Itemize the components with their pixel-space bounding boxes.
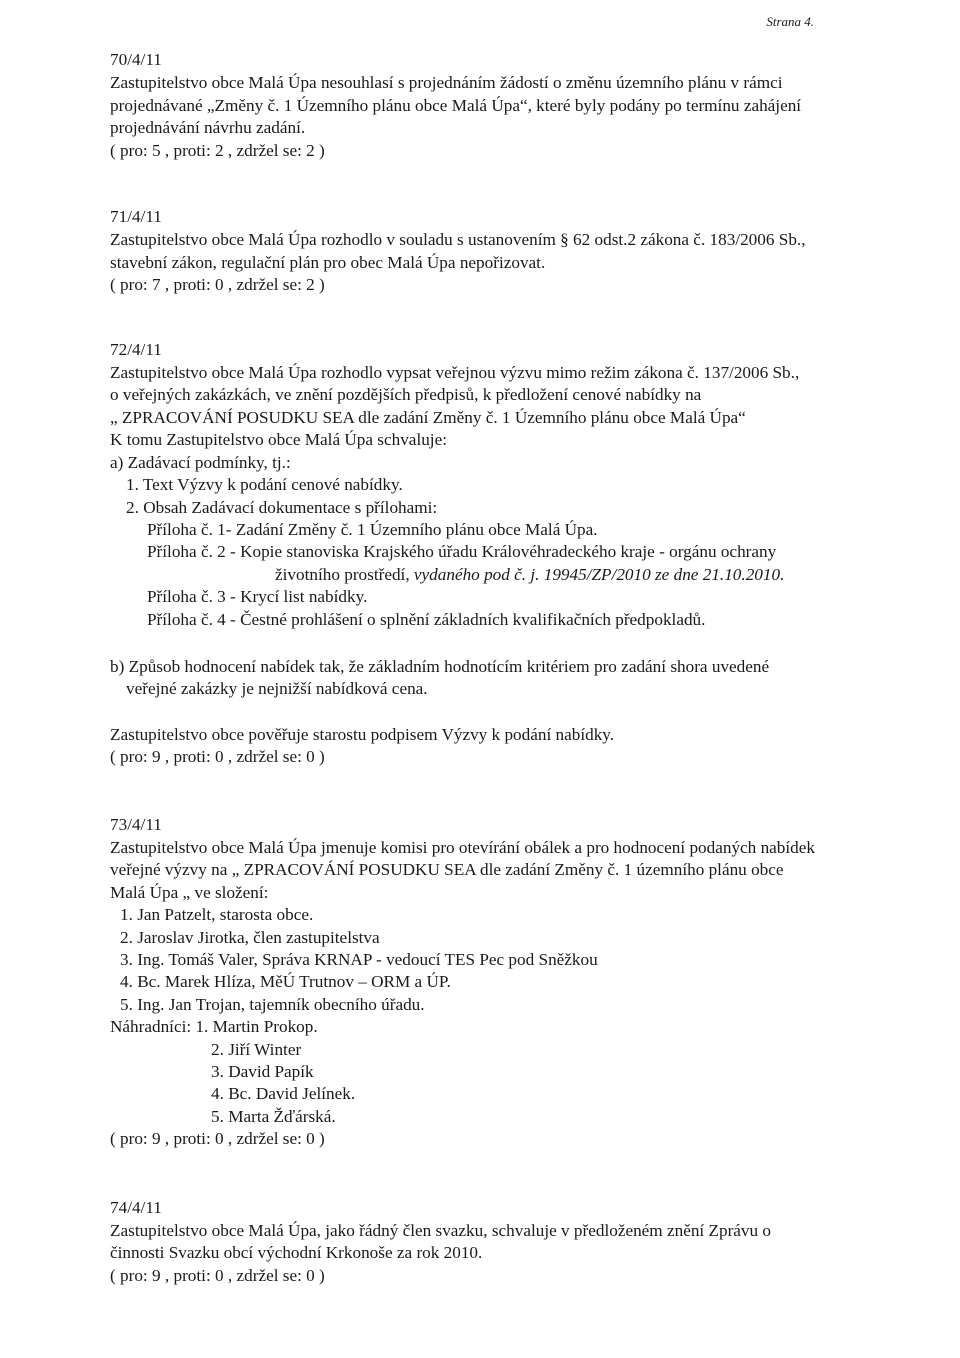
resolution-70: [110, 49, 910, 162]
member-item: 3. Ing. Tomáš Valer, Správa KRNAP - vedoucí TES Pec pod Sněžkou: [120, 950, 598, 969]
alternate-item: 4. Bc. David Jelínek.: [211, 1084, 356, 1104]
resolution-71: [110, 206, 910, 297]
attachment-2: Příloha č. 2 - Kopie stanoviska Krajského úřadu Královéhradeckého kraje - orgánu ochrany: [147, 542, 777, 562]
resolution-72: [110, 339, 910, 769]
resolution-text-line: Zastupitelstvo obce Malá Úpa jmenuje komisi pro otevírání obálek a pro hodnocení podaných nabídek: [110, 837, 815, 857]
member-item: 4. Bc. Marek Hlíza, MěÚ Trutnov – ORM a ÚP.: [120, 972, 451, 992]
attachment-2-text: životního prostředí,: [275, 564, 410, 584]
member-item: 2. Jaroslav Jirotka, člen zastupitelstva: [120, 927, 380, 947]
resolution-text-line: Zastupitelstvo obce pověřuje starostu podpisem Výzvy k podání nabídky.: [110, 724, 615, 744]
alternates-row: [110, 1016, 910, 1038]
list-item-b-continued: veřejné zakázky je nejnižší nabídková cena.: [126, 679, 428, 699]
vote-result: ( pro: 9 , proti: 0 , zdržel se: 0 ): [110, 1265, 325, 1285]
resolution-text-line: o veřejných zakázkách, ve znění pozdějších předpisů, k předložení cenové nabídky na: [110, 385, 702, 405]
alternate-item: 3. David Papík: [211, 1062, 314, 1082]
vote-result: ( pro: 9 , proti: 0 , zdržel se: 0 ): [110, 747, 325, 767]
resolution-text-line: Zastupitelstvo obce Malá Úpa, jako řádný člen svazku, schvaluje v předloženém znění Zprávu o: [110, 1221, 772, 1241]
vote-result: ( pro: 9 , proti: 0 , zdržel se: 0 ): [110, 1129, 325, 1149]
vote-result: ( pro: 5 , proti: 2 , zdržel se: 2 ): [110, 140, 325, 160]
resolution-text-line: K tomu Zastupitelstvo obce Malá Úpa schvaluje:: [110, 430, 447, 450]
resolution-text-line: Zastupitelstvo obce Malá Úpa nesouhlasí s projednáním žádostí o změnu územního plánu v rámci: [110, 73, 783, 93]
sub-item-2: 2. Obsah Zadávací dokumentace s přílohami:: [126, 497, 438, 517]
member-item: 5. Ing. Jan Trojan, tajemník obecního úřadu.: [120, 994, 425, 1014]
resolution-text-line: Zastupitelstvo obce Malá Úpa rozhodlo vypsat veřejnou výzvu mimo režim zákona č. 137/2006 Sb.,: [110, 363, 800, 383]
resolution-74: [110, 1197, 910, 1288]
resolution-text-line: činnosti Svazku obcí východní Krkonoše za rok 2010.: [110, 1243, 483, 1263]
alternate-item: 1. Martin Prokop.: [195, 1017, 318, 1037]
attachment-3: Příloha č. 3 - Krycí list nabídky.: [147, 587, 368, 607]
alternate-item: 2. Jiří Winter: [211, 1039, 302, 1059]
resolution-text-line: Malá Úpa „ ve složení:: [110, 882, 269, 902]
alternates-label: Náhradníci:: [110, 1017, 192, 1037]
member-item: 1. Jan Patzelt, starosta obce.: [120, 905, 314, 925]
resolution-text-line: „ ZPRACOVÁNÍ POSUDKU SEA dle zadání Změny č. 1 Územního plánu obce Malá Úpa“: [110, 407, 746, 427]
document-body: [110, 49, 910, 1287]
resolution-text-line: projednávané „Změny č. 1 Územního plánu obce Malá Úpa“, které byly podány po termínu zahájení: [110, 95, 802, 115]
resolution-73: [110, 814, 910, 1151]
sub-item-1: 1. Text Výzvy k podání cenové nabídky.: [126, 475, 403, 495]
resolution-number: 72/4/11: [110, 339, 162, 359]
resolution-text-line: stavební zákon, regulační plán pro obec Malá Úpa nepořizovat.: [110, 252, 546, 272]
alternate-item: 5. Marta Žďárská.: [211, 1106, 336, 1126]
resolution-text-line: Zastupitelstvo obce Malá Úpa rozhodlo v souladu s ustanovením § 62 odst.2 zákona č. 183/2006 Sb.,: [110, 230, 806, 250]
resolution-number: 70/4/11: [110, 50, 162, 69]
resolution-text-line: veřejné výzvy na „ ZPRACOVÁNÍ POSUDKU SEA dle zadání Změny č. 1 územního plánu obce: [110, 860, 784, 880]
list-item-b: b) Způsob hodnocení nabídek tak, že základním hodnotícím kritériem pro zadání shora uvedené: [110, 656, 770, 676]
attachment-2-reference: vydaného pod č. j. 19945/ZP/2010 ze dne 21.10.2010.: [413, 564, 785, 584]
attachment-1: Příloha č. 1- Zadání Změny č. 1 Územního plánu obce Malá Úpa.: [147, 519, 598, 539]
resolution-text-line: projednávání návrhu zadání.: [110, 118, 306, 138]
resolution-number: 74/4/11: [110, 1197, 162, 1217]
resolution-number: 71/4/11: [110, 207, 162, 227]
page-number: Strana 4.: [766, 14, 814, 29]
attachment-4: Příloha č. 4 - Čestné prohlášení o splnění základních kvalifikačních předpokladů.: [147, 609, 706, 629]
vote-result: ( pro: 7 , proti: 0 , zdržel se: 2 ): [110, 275, 325, 295]
resolution-number: 73/4/11: [110, 814, 162, 834]
list-item-a: a) Zadávací podmínky, tj.:: [110, 452, 291, 472]
attachment-2-continued: [110, 564, 910, 586]
